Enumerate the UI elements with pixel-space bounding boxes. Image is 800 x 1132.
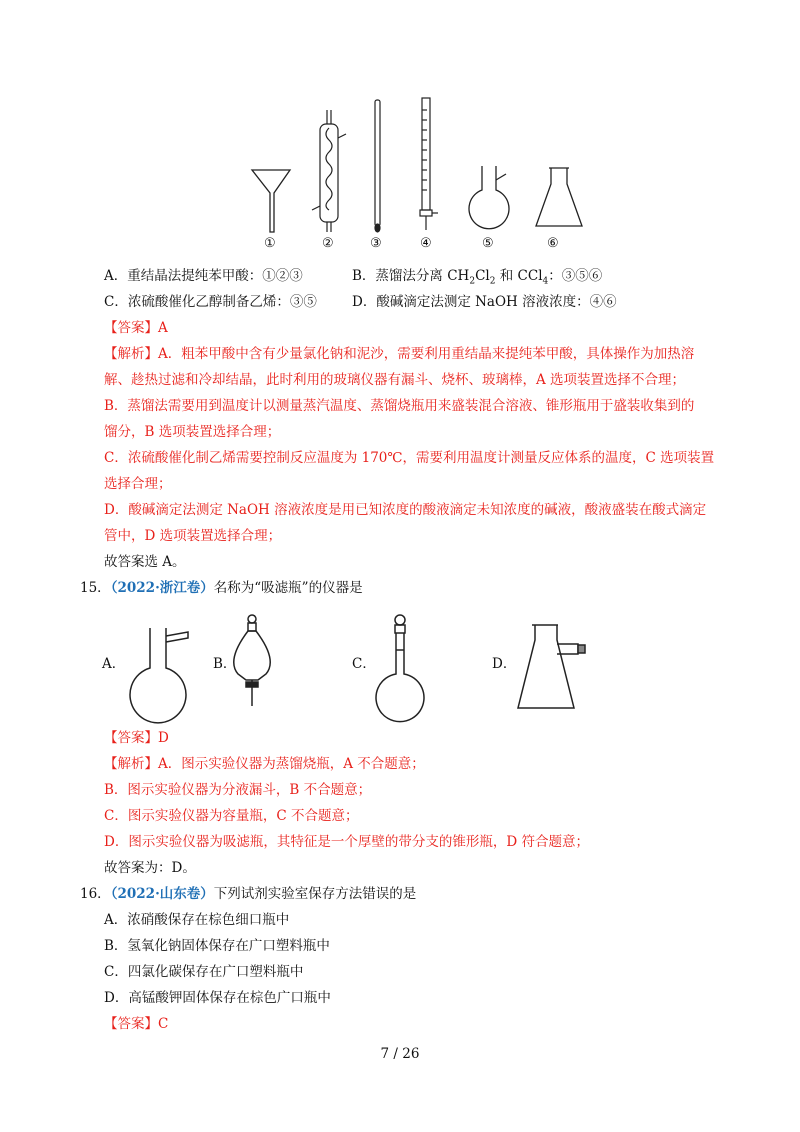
q15-figure (0, 610, 800, 730)
q16-answer: 【答案】C (104, 1016, 169, 1032)
q16-option-c: C．四氯化碳保存在广口塑料瓶中 (104, 964, 304, 980)
q14-analysis-line-4: 馏分，B 选项装置选择合理； (104, 424, 281, 440)
q14-analysis-line-7: D．酸碱滴定法测定 NaOH 溶液浓度是用已知浓度的酸液滴定未知浓度的碱液，酸液盛装在酸式滴定 (104, 502, 707, 518)
page-number: 7 / 26 (380, 1046, 420, 1062)
q14-analysis-line-3: B．蒸馏法需要用到温度计以测量蒸汽温度、蒸馏烧瓶用来盛装混合溶液、锥形瓶用于盛装收集到的 (104, 398, 695, 414)
q15-analysis-line-1: 【解析】A．图示实验仪器为蒸馏烧瓶，A 不合题意； (104, 756, 425, 772)
q14-option-b: B．蒸馏法分离 $CH_2Cl_2$ 和 CCl$_4$：③⑤⑥ (352, 268, 603, 287)
q15-conclusion: 故答案为：D。 (104, 860, 196, 876)
q14-analysis-line-5: C．浓硫酸催化制乙烯需要控制反应温度为 170℃，需要利用温度计测量反应体系的温度，C 选项装置 (104, 450, 715, 466)
q15-choice-a-label: A． (102, 656, 126, 672)
q15-choice-b-label: B． (213, 656, 237, 672)
q15-source: （2022·浙江卷） (104, 580, 214, 596)
q14-option-c: C．浓硫酸催化乙醇制备乙烯：③⑤ (104, 294, 317, 310)
apparatus-label-2: ② (322, 236, 334, 251)
conical-flask-drawing (536, 168, 582, 226)
q15-b-separatory-funnel (234, 615, 270, 706)
q14-analysis-line-6: 选择合理； (104, 476, 172, 492)
q15-d-suction-flask (518, 625, 585, 708)
q15-answer: 【答案】D (104, 730, 169, 746)
apparatus-label-1: ① (264, 236, 276, 251)
q16-option-d: D．高锰酸钾固体保存在棕色广口瓶中 (104, 990, 331, 1006)
q15-c-volumetric-flask (376, 615, 424, 722)
apparatus-label-5: ⑤ (482, 236, 494, 251)
q14-answer: 【答案】A (104, 320, 168, 336)
q15-analysis-line-4: D．图示实验仪器为吸滤瓶，其特征是一个厚壁的带分支的锥形瓶，D 符合题意； (104, 834, 589, 850)
apparatus-label-3: ③ (370, 236, 382, 251)
q14-option-d: D．酸碱滴定法测定 NaOH 溶液浓度：④⑥ (352, 294, 617, 310)
q14-conclusion: 故答案选 A。 (104, 554, 186, 570)
condenser-drawing (312, 110, 346, 232)
q14-option-a: A．重结晶法提纯苯甲酸：①②③ (104, 268, 303, 284)
apparatus-figure (0, 0, 800, 240)
thermometer-drawing (375, 100, 380, 232)
distillation-flask-drawing (469, 166, 509, 229)
burette-drawing (420, 98, 438, 230)
q16-stem: （2022·山东卷）下列试剂实验室保存方法错误的是 (104, 886, 417, 902)
q15-number: 15． (80, 580, 111, 596)
q16-source: （2022·山东卷） (104, 886, 214, 902)
q15-stem: （2022·浙江卷）名称为“吸滤瓶”的仪器是 (104, 580, 363, 596)
apparatus-label-4: ④ (420, 236, 432, 251)
apparatus-label-6: ⑥ (547, 236, 559, 251)
q14-analysis-line-2: 解、趁热过滤和冷却结晶，此时利用的玻璃仪器有漏斗、烧杯、玻璃棒，A 选项装置选择不合理； (104, 372, 686, 388)
q15-choice-c-label: C． (352, 656, 376, 672)
q14-analysis-line-8: 管中，D 选项装置选择合理； (104, 528, 282, 544)
q15-choice-d-label: D． (492, 656, 517, 672)
q14-analysis-line-1: 【解析】A．粗苯甲酸中含有少量氯化钠和泥沙，需要利用重结晶来提纯苯甲酸，具体操作为加热溶 (104, 346, 695, 362)
q15-analysis-line-2: B．图示实验仪器为分液漏斗，B 不合题意； (104, 782, 372, 798)
q15-a-distilling-flask (130, 628, 188, 723)
funnel-drawing (252, 170, 290, 232)
q16-number: 16． (80, 886, 111, 902)
q16-option-b: B．氢氧化钠固体保存在广口塑料瓶中 (104, 938, 330, 954)
q15-analysis-line-3: C．图示实验仪器为容量瓶，C 不合题意； (104, 808, 359, 824)
q16-option-a: A．浓硝酸保存在棕色细口瓶中 (104, 912, 290, 928)
